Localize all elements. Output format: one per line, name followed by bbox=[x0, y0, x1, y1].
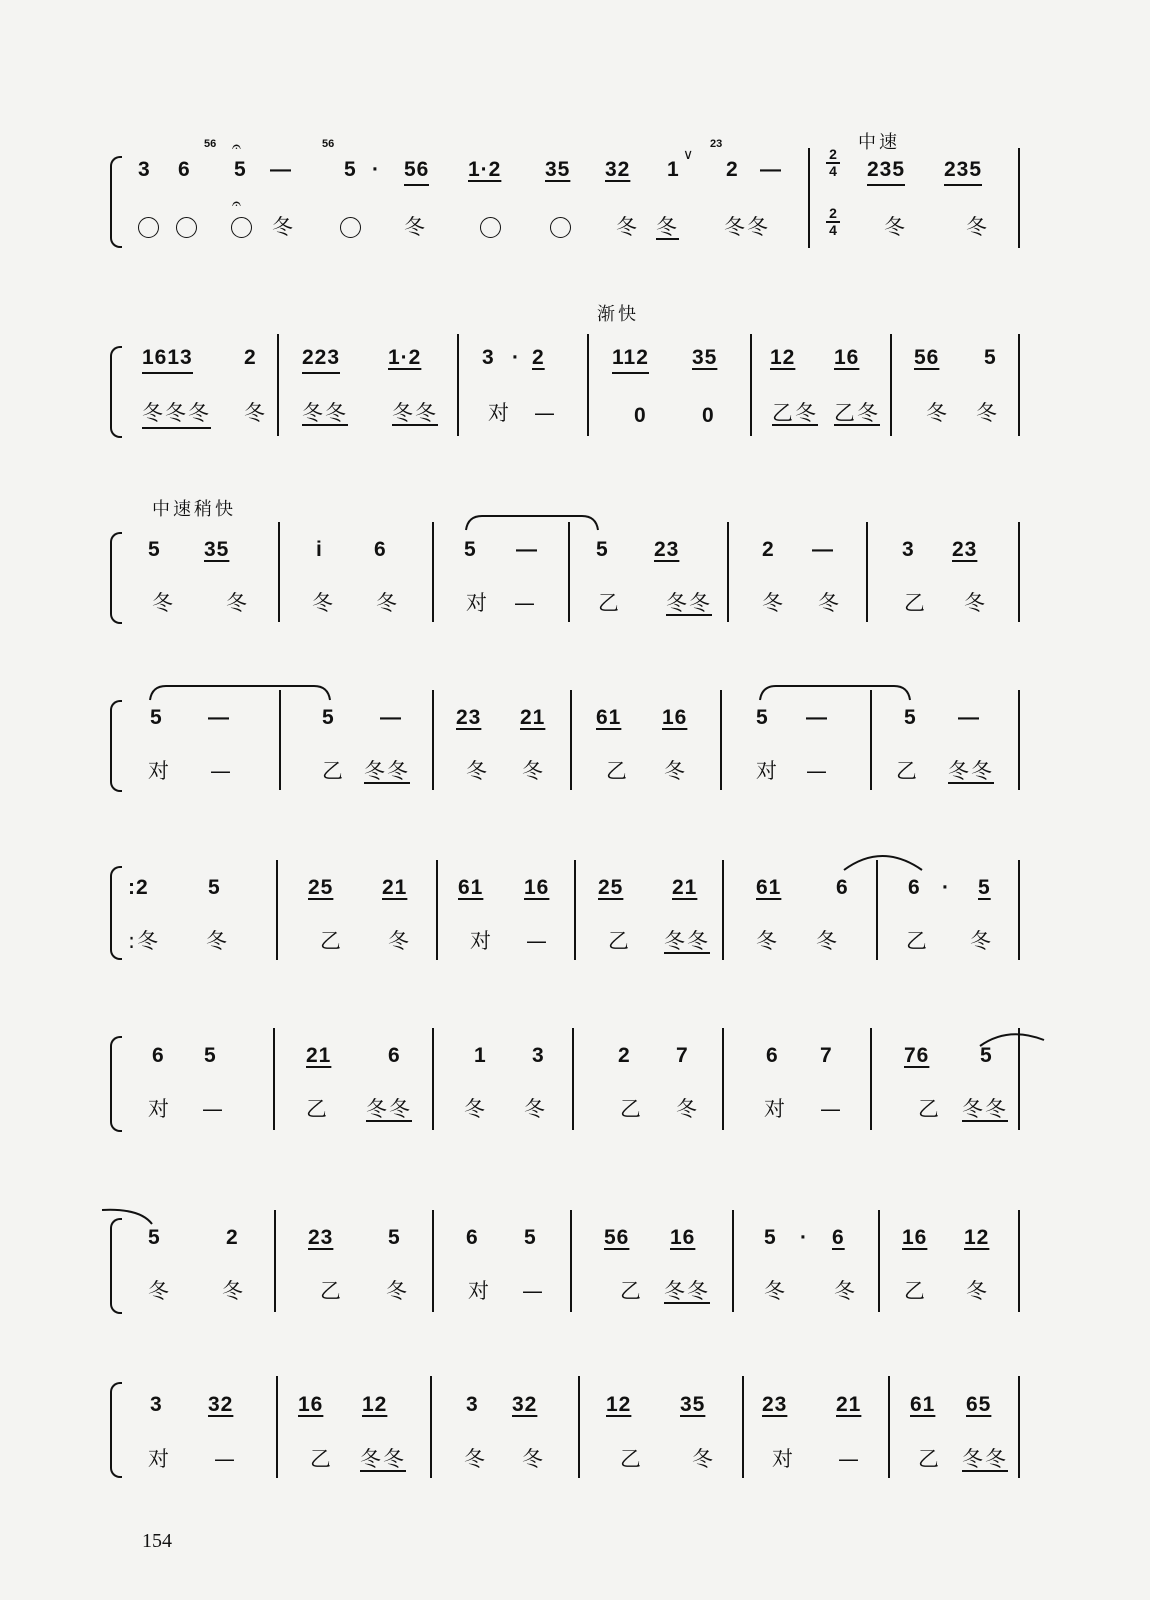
tempo-mark: 渐快 bbox=[597, 304, 639, 325]
system-bracket bbox=[110, 700, 122, 792]
rest-zero: 0 bbox=[702, 404, 715, 427]
drum-stroke: 乙冬 bbox=[834, 401, 880, 425]
barline bbox=[1018, 1210, 1020, 1312]
barline bbox=[274, 1210, 276, 1312]
drum-stroke: 冬 bbox=[966, 215, 989, 239]
note: 5 bbox=[150, 706, 163, 729]
barline bbox=[276, 860, 278, 960]
drum-stroke: 冬 bbox=[312, 591, 335, 615]
note: 6 bbox=[836, 876, 849, 899]
barline bbox=[279, 690, 281, 790]
note: 5 bbox=[208, 876, 221, 899]
barline bbox=[808, 148, 810, 248]
drum-stroke: 乙 bbox=[904, 1279, 927, 1303]
note-group: 61 bbox=[910, 1393, 936, 1416]
note: 7 bbox=[676, 1044, 689, 1067]
repeat-start-drum: :冬 bbox=[128, 929, 161, 953]
drum-stroke: 乙 bbox=[918, 1447, 941, 1471]
dash: — bbox=[214, 1447, 237, 1471]
note-group: 23 bbox=[308, 1226, 334, 1249]
dash: — bbox=[514, 591, 537, 615]
drum-stroke: 冬 bbox=[404, 215, 427, 239]
note-group: 12 bbox=[964, 1226, 990, 1249]
note-group: 16 bbox=[524, 876, 550, 899]
note-group: 21 bbox=[382, 876, 408, 899]
drum-stroke: 乙 bbox=[620, 1097, 643, 1121]
barline bbox=[742, 1376, 744, 1478]
system-bracket bbox=[110, 1382, 122, 1478]
note: 6 bbox=[766, 1044, 779, 1067]
drum-stroke: 乙 bbox=[306, 1097, 329, 1121]
note-group: 25 bbox=[598, 876, 624, 899]
note-group: 35 bbox=[545, 158, 571, 181]
drum-stroke: 冬 bbox=[616, 215, 639, 239]
drum-stroke: 冬 bbox=[226, 591, 249, 615]
drum-stroke: 冬冬 bbox=[962, 1097, 1008, 1121]
note: 2 bbox=[618, 1044, 631, 1067]
drum-stroke: 对 bbox=[148, 1447, 171, 1471]
note: 6 bbox=[908, 876, 921, 899]
drum-stroke: 冬冬 bbox=[392, 401, 438, 425]
note-group: 61 bbox=[596, 706, 622, 729]
drum-stroke: 冬冬 bbox=[366, 1097, 412, 1121]
note: 3 bbox=[532, 1044, 545, 1067]
note-group: 223 bbox=[302, 345, 340, 374]
note-group: 35 bbox=[204, 538, 230, 561]
barline bbox=[278, 522, 280, 622]
barline bbox=[273, 1028, 275, 1130]
system-bracket bbox=[110, 156, 122, 248]
drum-stroke: 冬 bbox=[466, 759, 489, 783]
drum-stroke: 冬冬 bbox=[666, 591, 712, 615]
dash: — bbox=[522, 1279, 545, 1303]
barline bbox=[432, 1028, 434, 1130]
drum-stroke: 冬 bbox=[376, 591, 399, 615]
note-group: 23 bbox=[654, 538, 680, 561]
tempo-mark: 中速 bbox=[858, 132, 900, 153]
drum-stroke: 乙 bbox=[620, 1447, 643, 1471]
note: 5 bbox=[984, 346, 997, 369]
drum-stroke: 乙 bbox=[606, 759, 629, 783]
barline bbox=[722, 860, 724, 960]
drum-stroke: 对 bbox=[148, 1097, 171, 1121]
barline bbox=[574, 860, 576, 960]
note: 2 bbox=[226, 1226, 239, 1249]
barline bbox=[277, 334, 279, 436]
note-group: 35 bbox=[680, 1393, 706, 1416]
note-group: 16 bbox=[662, 706, 688, 729]
dash: — bbox=[838, 1447, 861, 1471]
barline bbox=[1018, 1376, 1020, 1478]
note: 3 bbox=[138, 158, 151, 181]
drum-stroke: 冬 bbox=[970, 929, 993, 953]
system-bracket bbox=[110, 866, 122, 960]
fermata-icon: 𝄐 bbox=[232, 139, 241, 156]
time-sig-top: 2 bbox=[829, 146, 837, 162]
tempo-mark: 中速稍快 bbox=[152, 499, 236, 520]
time-sig-bottom: 4 bbox=[829, 163, 837, 179]
drum-stroke: 冬冬 bbox=[948, 759, 994, 783]
note: 6 bbox=[832, 1226, 845, 1249]
drum-stroke: 冬 bbox=[676, 1097, 699, 1121]
note: 5 bbox=[904, 706, 917, 729]
drum-stroke: 乙冬 bbox=[772, 401, 818, 425]
note: 1 bbox=[667, 158, 680, 181]
barline bbox=[1018, 148, 1020, 248]
note: 2 bbox=[762, 538, 775, 561]
drum-stroke: 冬 bbox=[148, 1279, 171, 1303]
note: 1 bbox=[474, 1044, 487, 1067]
note: 5 bbox=[596, 538, 609, 561]
drum-stroke: 乙 bbox=[598, 591, 621, 615]
rest-circle-icon bbox=[550, 217, 571, 238]
barline bbox=[1018, 860, 1020, 960]
system-bracket bbox=[110, 1218, 122, 1314]
dot: · bbox=[512, 346, 520, 369]
barline bbox=[432, 690, 434, 790]
drum-stroke: 冬 bbox=[762, 591, 785, 615]
note: 5 bbox=[980, 1044, 993, 1067]
drum-stroke: 冬冬 bbox=[364, 759, 410, 783]
barline bbox=[720, 690, 722, 790]
drum-stroke: 冬冬 bbox=[962, 1447, 1008, 1471]
drum-stroke: 乙 bbox=[896, 759, 919, 783]
barline bbox=[457, 334, 459, 436]
time-signature bbox=[826, 207, 840, 237]
barline bbox=[732, 1210, 734, 1312]
dot: · bbox=[942, 876, 950, 899]
repeat-start-note: :2 bbox=[128, 876, 149, 899]
drum-stroke: 冬 bbox=[926, 401, 949, 425]
dash: — bbox=[958, 706, 980, 729]
note-group: 76 bbox=[904, 1044, 930, 1067]
note: 5 bbox=[978, 876, 991, 899]
barline bbox=[568, 522, 570, 622]
drum-stroke: 乙 bbox=[320, 1279, 343, 1303]
drum-stroke: 对 bbox=[468, 1279, 491, 1303]
note: 6 bbox=[374, 538, 387, 561]
drum-stroke: 冬 bbox=[964, 591, 987, 615]
drum-stroke: 冬 bbox=[664, 759, 687, 783]
rest-zero: 0 bbox=[634, 404, 647, 427]
barline bbox=[430, 1376, 432, 1478]
note-group: 56 bbox=[914, 346, 940, 369]
note: i bbox=[316, 538, 323, 561]
drum-stroke: 冬冬冬 bbox=[142, 400, 211, 429]
system-bracket bbox=[110, 346, 122, 438]
note: 5 bbox=[322, 706, 335, 729]
drum-stroke: 冬 bbox=[244, 401, 267, 425]
note-group: 21 bbox=[306, 1044, 332, 1067]
drum-stroke: 乙 bbox=[918, 1097, 941, 1121]
note-group: 23 bbox=[456, 706, 482, 729]
drum-stroke: 对 bbox=[488, 401, 511, 425]
slur-icon bbox=[146, 680, 334, 702]
note: 5 bbox=[388, 1226, 401, 1249]
note-group: 12 bbox=[606, 1393, 632, 1416]
barline bbox=[1018, 334, 1020, 436]
drum-stroke: 对 bbox=[148, 759, 171, 783]
barline bbox=[878, 1210, 880, 1312]
note: 6 bbox=[152, 1044, 165, 1067]
tie-icon bbox=[840, 848, 926, 872]
note: 5 bbox=[464, 538, 477, 561]
note-group: 23 bbox=[762, 1393, 788, 1416]
system-bracket bbox=[110, 1036, 122, 1132]
drum-stroke: 乙 bbox=[904, 591, 927, 615]
note-group: 61 bbox=[756, 876, 782, 899]
note-group: 12 bbox=[362, 1393, 388, 1416]
note: 5 bbox=[524, 1226, 537, 1249]
dash: — bbox=[270, 158, 292, 181]
barline bbox=[432, 522, 434, 622]
barline bbox=[876, 860, 878, 960]
drum-stroke: 冬 bbox=[656, 215, 679, 239]
barline bbox=[572, 1028, 574, 1130]
note-group: 1613 bbox=[142, 345, 193, 374]
drum-stroke: 冬 bbox=[522, 759, 545, 783]
dash: — bbox=[534, 401, 557, 425]
note-group: 1·2 bbox=[388, 346, 422, 369]
drum-stroke: 冬 bbox=[692, 1447, 715, 1471]
dash: — bbox=[516, 538, 538, 561]
drum-stroke: 冬 bbox=[818, 591, 841, 615]
note-group: 16 bbox=[902, 1226, 928, 1249]
drum-stroke: 冬冬 bbox=[724, 215, 770, 239]
barline bbox=[750, 334, 752, 436]
barline bbox=[1018, 522, 1020, 622]
note: 5 bbox=[764, 1226, 777, 1249]
time-sig-bottom: 4 bbox=[829, 222, 837, 238]
barline bbox=[722, 1028, 724, 1130]
drum-stroke: 乙 bbox=[620, 1279, 643, 1303]
drum-stroke: 冬 bbox=[764, 1279, 787, 1303]
drum-stroke: 冬冬 bbox=[664, 929, 710, 953]
note: 2 bbox=[532, 346, 545, 369]
grace-note: 23 bbox=[710, 138, 723, 150]
rest-circle-icon bbox=[176, 217, 197, 238]
dash: — bbox=[820, 1097, 843, 1121]
fermata-icon: 𝄐 bbox=[232, 196, 241, 213]
barline bbox=[432, 1210, 434, 1312]
note-group: 21 bbox=[520, 706, 546, 729]
note: 5 bbox=[148, 538, 161, 561]
note: 3 bbox=[150, 1393, 163, 1416]
drum-stroke: 冬 bbox=[976, 401, 999, 425]
note: 5 bbox=[344, 158, 357, 181]
note-group: 32 bbox=[512, 1393, 538, 1416]
note: 5 bbox=[756, 706, 769, 729]
note-group: 65 bbox=[966, 1393, 992, 1416]
drum-stroke: 冬 bbox=[386, 1279, 409, 1303]
barline bbox=[1018, 690, 1020, 790]
breath-mark-icon: ∨ bbox=[683, 146, 694, 162]
drum-stroke: 对 bbox=[466, 591, 489, 615]
drum-stroke: 冬 bbox=[884, 215, 907, 239]
dash: — bbox=[210, 759, 233, 783]
note-group: 112 bbox=[612, 345, 649, 374]
drum-stroke: 冬 bbox=[152, 591, 175, 615]
drum-stroke: 冬 bbox=[464, 1447, 487, 1471]
grace-note: 56 bbox=[204, 138, 217, 150]
note: 2 bbox=[726, 158, 739, 181]
note: 6 bbox=[178, 158, 191, 181]
note-group: 16 bbox=[298, 1393, 324, 1416]
note-group: 235 bbox=[944, 157, 982, 186]
barline bbox=[870, 1028, 872, 1130]
dash: — bbox=[806, 759, 829, 783]
note-group: 32 bbox=[208, 1393, 234, 1416]
rest-circle-icon bbox=[340, 217, 361, 238]
note-group: 56 bbox=[604, 1226, 630, 1249]
barline bbox=[570, 1210, 572, 1312]
barline bbox=[587, 334, 589, 436]
note-group: 21 bbox=[836, 1393, 862, 1416]
page-number: 154 bbox=[142, 1530, 172, 1552]
drum-stroke: 乙 bbox=[906, 929, 929, 953]
slur-icon bbox=[756, 680, 914, 702]
drum-stroke: 对 bbox=[764, 1097, 787, 1121]
drum-stroke: 对 bbox=[772, 1447, 795, 1471]
note: 2 bbox=[244, 346, 257, 369]
dash: — bbox=[202, 1097, 225, 1121]
drum-stroke: 对 bbox=[470, 929, 493, 953]
drum-stroke: 冬 bbox=[272, 215, 295, 239]
note: 7 bbox=[820, 1044, 833, 1067]
drum-stroke: 乙 bbox=[322, 759, 345, 783]
barline bbox=[276, 1376, 278, 1478]
note-group: 12 bbox=[770, 346, 796, 369]
dash: — bbox=[526, 929, 549, 953]
note: 6 bbox=[466, 1226, 479, 1249]
rest-circle-icon bbox=[480, 217, 501, 238]
note-group: 21 bbox=[672, 876, 698, 899]
drum-stroke: 乙 bbox=[320, 929, 343, 953]
drum-stroke: 冬 bbox=[966, 1279, 989, 1303]
dash: — bbox=[208, 706, 230, 729]
drum-stroke: 对 bbox=[756, 759, 779, 783]
drum-stroke: 冬 bbox=[206, 929, 229, 953]
time-sig-top: 2 bbox=[829, 205, 837, 221]
note-group: 23 bbox=[952, 538, 978, 561]
barline bbox=[727, 522, 729, 622]
drum-stroke: 冬 bbox=[522, 1447, 545, 1471]
note-group: 16 bbox=[670, 1226, 696, 1249]
note-group: 235 bbox=[867, 157, 905, 186]
drum-stroke: 冬 bbox=[464, 1097, 487, 1121]
note-group: 56 bbox=[404, 157, 429, 186]
dash: — bbox=[760, 158, 782, 181]
barline bbox=[570, 690, 572, 790]
rest-circle-icon bbox=[138, 217, 159, 238]
note: 3 bbox=[902, 538, 915, 561]
drum-stroke: 冬冬 bbox=[360, 1447, 406, 1471]
barline bbox=[578, 1376, 580, 1478]
barline bbox=[890, 334, 892, 436]
dash: — bbox=[806, 706, 828, 729]
barline bbox=[870, 690, 872, 790]
drum-stroke: 冬 bbox=[524, 1097, 547, 1121]
barline bbox=[866, 522, 868, 622]
note-group: 1·2 bbox=[468, 158, 502, 181]
dot: · bbox=[800, 1226, 808, 1249]
barline bbox=[436, 860, 438, 960]
note-group: 32 bbox=[605, 158, 631, 181]
time-signature bbox=[826, 148, 840, 178]
dot: · bbox=[372, 158, 380, 181]
drum-stroke: 冬 bbox=[756, 929, 779, 953]
note-group: 61 bbox=[458, 876, 484, 899]
drum-stroke: 冬 bbox=[222, 1279, 245, 1303]
drum-stroke: 冬冬 bbox=[302, 401, 348, 425]
note: 6 bbox=[388, 1044, 401, 1067]
drum-stroke: 冬冬 bbox=[664, 1279, 710, 1303]
barline bbox=[888, 1376, 890, 1478]
drum-stroke: 冬 bbox=[816, 929, 839, 953]
system-bracket bbox=[110, 532, 122, 624]
note-group: 16 bbox=[834, 346, 860, 369]
note: 5 bbox=[148, 1226, 161, 1249]
slur-icon bbox=[462, 510, 602, 532]
note: 5 bbox=[234, 158, 247, 181]
rest-circle-icon bbox=[231, 217, 252, 238]
drum-stroke: 冬 bbox=[834, 1279, 857, 1303]
note-group: 25 bbox=[308, 876, 334, 899]
note-group: 35 bbox=[692, 346, 718, 369]
dash: — bbox=[380, 706, 402, 729]
dash: — bbox=[812, 538, 834, 561]
note: 3 bbox=[482, 346, 495, 369]
note: 5 bbox=[204, 1044, 217, 1067]
drum-stroke: 乙 bbox=[608, 929, 631, 953]
note: 3 bbox=[466, 1393, 479, 1416]
drum-stroke: 冬 bbox=[388, 929, 411, 953]
drum-stroke: 乙 bbox=[310, 1447, 333, 1471]
grace-note: 56 bbox=[322, 138, 335, 150]
